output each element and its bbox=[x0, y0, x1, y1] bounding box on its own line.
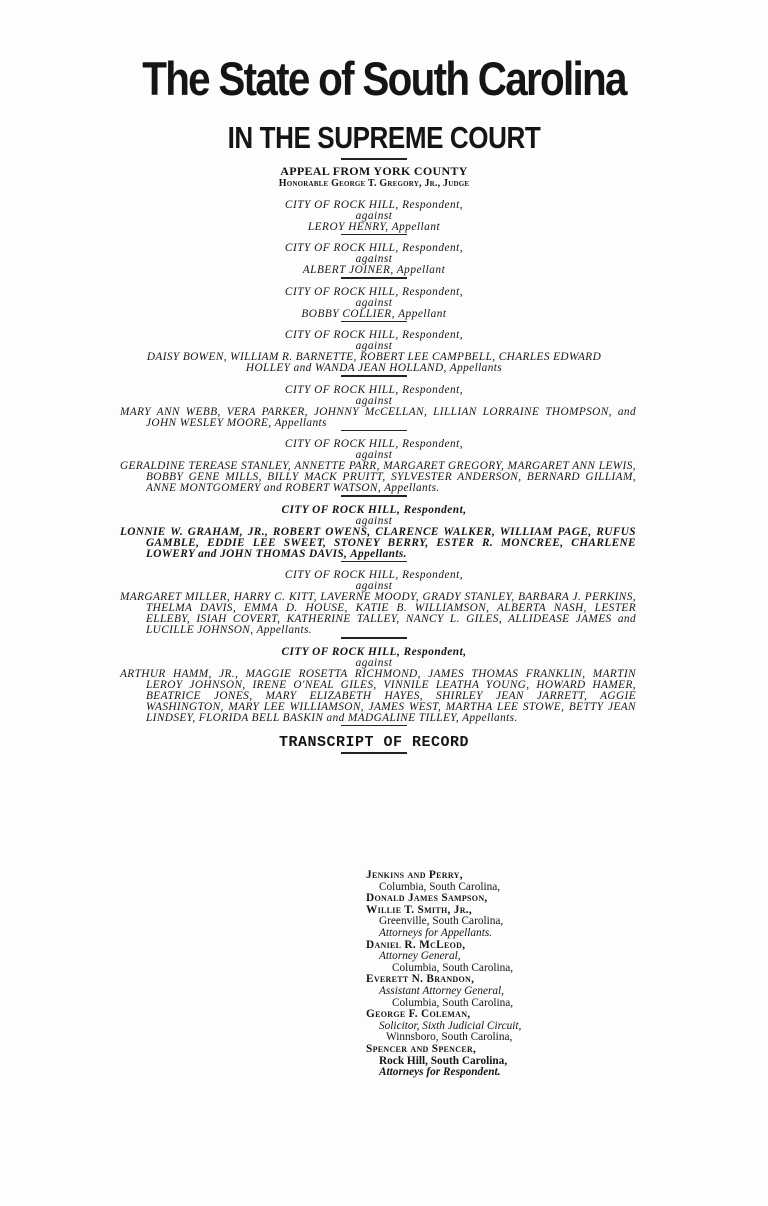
respondent-line: CITY OF ROCK HILL, Respondent, bbox=[284, 198, 464, 211]
attorneys-block bbox=[366, 870, 606, 1079]
attorney-location: Columbia, South Carolina, bbox=[392, 961, 514, 974]
case-4 bbox=[112, 330, 636, 377]
appellants-list: DAISY BOWEN, WILLIAM R. BARNETTE, ROBERT LEE CAMPBELL, CHARLES EDWARD HOLLEY and WANDA JEAN HOLLAND, Appellants bbox=[146, 351, 602, 374]
attorney-role: Attorneys for Respondent. bbox=[379, 1066, 501, 1079]
against-line: against bbox=[355, 449, 393, 461]
attorney-name: Everett N. Brandon, bbox=[366, 973, 475, 986]
case-8 bbox=[112, 570, 636, 639]
divider-rule bbox=[341, 234, 407, 236]
attorney-name: Jenkins and Perry, bbox=[366, 869, 463, 881]
divider-rule bbox=[341, 637, 407, 639]
divider-rule bbox=[341, 158, 407, 160]
court-heading: IN THE SUPREME COURT bbox=[227, 120, 541, 155]
attorney-location: Rock Hill, South Carolina, bbox=[379, 1054, 508, 1067]
divider-rule bbox=[341, 725, 407, 727]
appellants-list: MARY ANN WEBB, VERA PARKER, JOHNNY McCELLAN, LILLIAN LORRAINE THOMPSON, and JOHN WESLEY MOORE, Appellants bbox=[120, 405, 636, 429]
attorney-location: Winnsboro, South Carolina, bbox=[386, 1031, 513, 1044]
attorney-location: Columbia, South Carolina, bbox=[392, 996, 514, 1009]
attorney-name: Willie T. Smith, Jr., bbox=[366, 903, 473, 916]
respondent-line: CITY OF ROCK HILL, Respondent, bbox=[284, 329, 464, 341]
against-line: against bbox=[355, 209, 393, 222]
against-line: against bbox=[355, 656, 393, 669]
case-6 bbox=[112, 439, 636, 497]
appellant-line: BOBBY COLLIER, Appellant bbox=[301, 307, 447, 320]
divider-rule bbox=[341, 752, 407, 754]
attorney-name: Spencer and Spencer, bbox=[366, 1042, 477, 1055]
respondent-line: CITY OF ROCK HILL, Respondent, bbox=[284, 383, 464, 396]
respondent-line: CITY OF ROCK HILL, Respondent, bbox=[284, 569, 464, 581]
attorney-name: Donald James Sampson, bbox=[366, 892, 488, 905]
attorney-role: Assistant Attorney General, bbox=[379, 984, 504, 997]
case-7 bbox=[112, 505, 636, 563]
respondent-line: CITY OF ROCK HILL, Respondent, bbox=[284, 242, 464, 254]
against-line: against bbox=[355, 580, 393, 592]
appeal-line: APPEAL FROM YORK COUNTY bbox=[280, 163, 468, 178]
case-9 bbox=[112, 647, 636, 727]
appellant-line: LEROY HENRY, Appellant bbox=[307, 220, 441, 233]
case-5 bbox=[112, 385, 636, 432]
attorney-role: Solicitor, Sixth Judicial Circuit, bbox=[379, 1019, 522, 1032]
appellant-line: ALBERT JOINER, Appellant bbox=[302, 264, 446, 276]
against-line: against bbox=[355, 514, 393, 527]
divider-rule bbox=[341, 495, 407, 497]
divider-rule bbox=[341, 277, 407, 279]
attorney-location: Greenville, South Carolina, bbox=[379, 915, 504, 928]
appellants-list: LONNIE W. GRAHAM, JR., ROBERT OWENS, CLARENCE WALKER, WILLIAM PAGE, RUFUS GAMBLE, EDDIE LEE SWEET, STONEY BERRY, ESTER R. MONCREE, CHARLENE LOWERY and JOHN THOMAS DAVIS, Appellants. bbox=[120, 525, 636, 560]
against-line: against bbox=[355, 253, 393, 265]
transcript-heading: TRANSCRIPT OF RECORD bbox=[278, 734, 470, 751]
respondent-line: CITY OF ROCK HILL, Respondent, bbox=[284, 285, 464, 298]
divider-rule bbox=[341, 375, 407, 377]
divider-rule bbox=[341, 561, 407, 563]
document-title: The State of South Carolina bbox=[142, 52, 626, 105]
divider-rule bbox=[341, 321, 407, 323]
attorney-name: Daniel R. McLeod, bbox=[366, 938, 466, 951]
case-2 bbox=[112, 243, 636, 279]
judge-line: Honorable George T. Gregory, Jr., Judge bbox=[278, 177, 470, 189]
case-3 bbox=[112, 287, 636, 323]
attorney-name: George F. Coleman, bbox=[366, 1008, 471, 1021]
respondent-line: CITY OF ROCK HILL, Respondent, bbox=[281, 503, 467, 516]
attorney-role: Attorney General, bbox=[379, 950, 461, 963]
divider-rule bbox=[341, 430, 407, 432]
respondent-line: CITY OF ROCK HILL, Respondent, bbox=[281, 645, 467, 658]
case-caption-block bbox=[112, 156, 636, 754]
against-line: against bbox=[355, 296, 393, 309]
respondent-line: CITY OF ROCK HILL, Respondent, bbox=[284, 438, 464, 450]
appellants-list: MARGARET MILLER, HARRY C. KITT, LAVERNE MOODY, GRADY STANLEY, BARBARA J. PERKINS, THELMA DAVIS, EMMA D. HOUSE, KATIE B. WILLIAMSON, ALBERTA NASH, LESTER ELLEBY, ISIAH COVERT, KATHERINE TALLEY, NANCY L. GILES, ALLIDEASE JAMES and LUCILLE JOHNSON, Appellants. bbox=[120, 591, 636, 636]
attorney-role: Attorneys for Appellants. bbox=[379, 926, 493, 939]
appellants-list: ARTHUR HAMM, JR., MAGGIE ROSETTA RICHMOND, JAMES THOMAS FRANKLIN, MARTIN LEROY JOHNSON, IRENE O'NEAL GILES, VINNILE LEATHA YOUNG, HOWARD HAMER, BEATRICE JONES, MARY ELIZABETH HAYES, SHIRLEY JEAN JARRETT, AGGIE WASHINGTON, MARY LEE WILLIAMSON, JAMES WEST, MARTHA LEE STOWE, BETTY JEAN LINDSEY, FLORIDA BELL BASKIN and MADGALINE TILLEY, Appellants. bbox=[120, 667, 636, 724]
appellants-list: GERALDINE TEREASE STANLEY, ANNETTE PARR, MARGARET GREGORY, MARGARET ANN LEWIS, BOBBY GENE MILLS, BILLY MACK PRUITT, SYLVESTER ANDERSON, BERNARD GILLIAM, ANNE MONTGOMERY and ROBERT WATSON, Appellants. bbox=[120, 460, 636, 494]
against-line: against bbox=[355, 340, 393, 352]
against-line: against bbox=[355, 394, 393, 407]
attorney-location: Columbia, South Carolina, bbox=[379, 880, 501, 893]
case-1 bbox=[112, 200, 636, 236]
